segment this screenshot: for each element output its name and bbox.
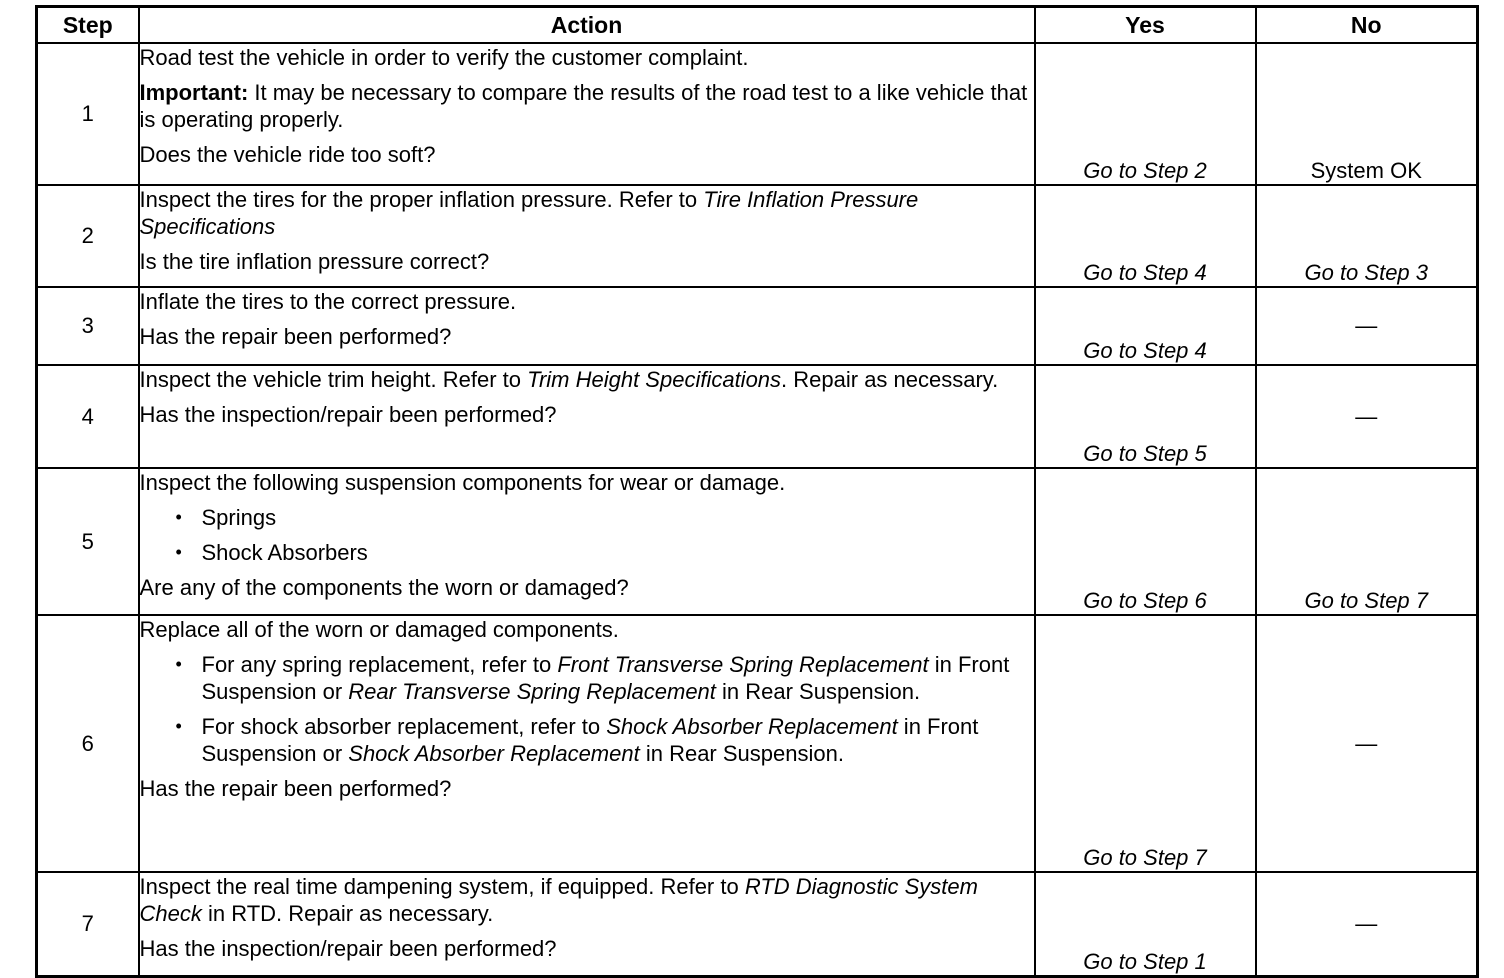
no-result: — [1256, 615, 1478, 872]
header-step: Step [37, 7, 139, 44]
action-cell [139, 872, 1035, 976]
table-row [37, 43, 1478, 185]
table-row [37, 615, 1478, 872]
step-number: 2 [37, 185, 139, 287]
action-question: Has the inspection/repair been performed? [139, 936, 557, 961]
yes-result: Go to Step 6 [1035, 468, 1256, 615]
action-text-part: Inspect the tires for the proper inflation pressure. Refer to [139, 187, 704, 212]
important-note [140, 79, 1034, 133]
reference-link[interactable]: Shock Absorber Replacement [348, 741, 640, 766]
reference-link[interactable]: Front Transverse Spring Replacement [557, 652, 929, 677]
step-number: 4 [37, 365, 139, 468]
yes-result: Go to Step 1 [1035, 872, 1256, 976]
list-item [176, 713, 1034, 767]
action-cell [139, 287, 1035, 365]
action-text-part: in Rear Suspension. [715, 679, 921, 704]
action-question: Has the repair been performed? [139, 776, 452, 801]
step-number: 3 [37, 287, 139, 365]
step-number: 1 [37, 43, 139, 185]
action-text-part: . Repair as necessary. [781, 367, 999, 392]
no-result: Go to Step 3 [1256, 185, 1478, 287]
yes-result: Go to Step 2 [1035, 43, 1256, 185]
step-number: 6 [37, 615, 139, 872]
no-result: — [1256, 365, 1478, 468]
step-number: 5 [37, 468, 139, 615]
no-result: System OK [1256, 43, 1478, 185]
action-text: Inflate the tires to the correct pressure. [139, 289, 517, 314]
bullet-icon: • [175, 716, 182, 736]
yes-result: Go to Step 4 [1035, 287, 1256, 365]
list-item [176, 539, 1034, 566]
yes-result: Go to Step 4 [1035, 185, 1256, 287]
bullet-list [140, 651, 1034, 767]
table-row [37, 872, 1478, 976]
table-row [37, 365, 1478, 468]
reference-link[interactable]: RTD Diagnostic System Check [139, 874, 978, 926]
list-item [176, 504, 1034, 531]
header-yes: Yes [1035, 7, 1256, 44]
action-question: Is the tire inflation pressure correct? [139, 249, 490, 274]
action-text-part: in Front Suspension or [201, 652, 1010, 704]
action-text-part: Inspect the real time dampening system, if equipped. Refer to [139, 874, 745, 899]
yes-result: Go to Step 7 [1035, 615, 1256, 872]
action-cell [139, 43, 1035, 185]
reference-link[interactable]: Tire Inflation Pressure Specifications [139, 187, 919, 239]
no-result: — [1256, 287, 1478, 365]
action-text [140, 186, 1034, 240]
action-text-part: in RTD. Repair as necessary. [201, 901, 494, 926]
reference-link[interactable]: Trim Height Specifications [527, 367, 782, 392]
bullet-list [140, 504, 1034, 566]
action-text: Replace all of the worn or damaged components. [139, 617, 619, 642]
action-text-part: Inspect the vehicle trim height. Refer to [139, 367, 528, 392]
list-item-text: Shock Absorbers [201, 540, 368, 565]
diagnostic-table [35, 5, 1479, 978]
header-no: No [1256, 7, 1478, 44]
no-result: Go to Step 7 [1256, 468, 1478, 615]
reference-link[interactable]: Rear Transverse Spring Replacement [348, 679, 716, 704]
list-item [176, 651, 1034, 705]
table-row [37, 185, 1478, 287]
bullet-icon: • [175, 507, 182, 527]
action-text-part: For any spring replacement, refer to [201, 652, 558, 677]
action-text-part: For shock absorber replacement, refer to [201, 714, 607, 739]
reference-link[interactable]: Shock Absorber Replacement [606, 714, 898, 739]
important-text: It may be necessary to compare the results of the road test to a like vehicle that is operating properly. [139, 80, 1028, 132]
list-item-text: Springs [201, 505, 277, 530]
action-text: Inspect the following suspension components for wear or damage. [139, 470, 786, 495]
no-result: — [1256, 872, 1478, 976]
step-number: 7 [37, 872, 139, 976]
action-cell [139, 468, 1035, 615]
action-question: Has the inspection/repair been performed? [139, 402, 557, 427]
bullet-icon: • [175, 542, 182, 562]
action-text: Road test the vehicle in order to verify the customer complaint. [139, 45, 749, 70]
action-question: Does the vehicle ride too soft? [139, 142, 436, 167]
table-row [37, 468, 1478, 615]
table-row [37, 287, 1478, 365]
action-text-part: in Front Suspension or [201, 714, 979, 766]
action-cell [139, 365, 1035, 468]
action-cell [139, 185, 1035, 287]
bullet-icon: • [175, 654, 182, 674]
action-question: Has the repair been performed? [139, 324, 452, 349]
header-row [37, 7, 1478, 44]
action-cell [139, 615, 1035, 872]
header-action: Action [139, 7, 1035, 44]
important-label: Important: [139, 80, 249, 105]
action-text-part: in Rear Suspension. [639, 741, 844, 766]
action-question: Are any of the components the worn or damaged? [139, 575, 629, 600]
yes-result: Go to Step 5 [1035, 365, 1256, 468]
action-text [140, 366, 1034, 393]
action-text [140, 873, 1034, 927]
